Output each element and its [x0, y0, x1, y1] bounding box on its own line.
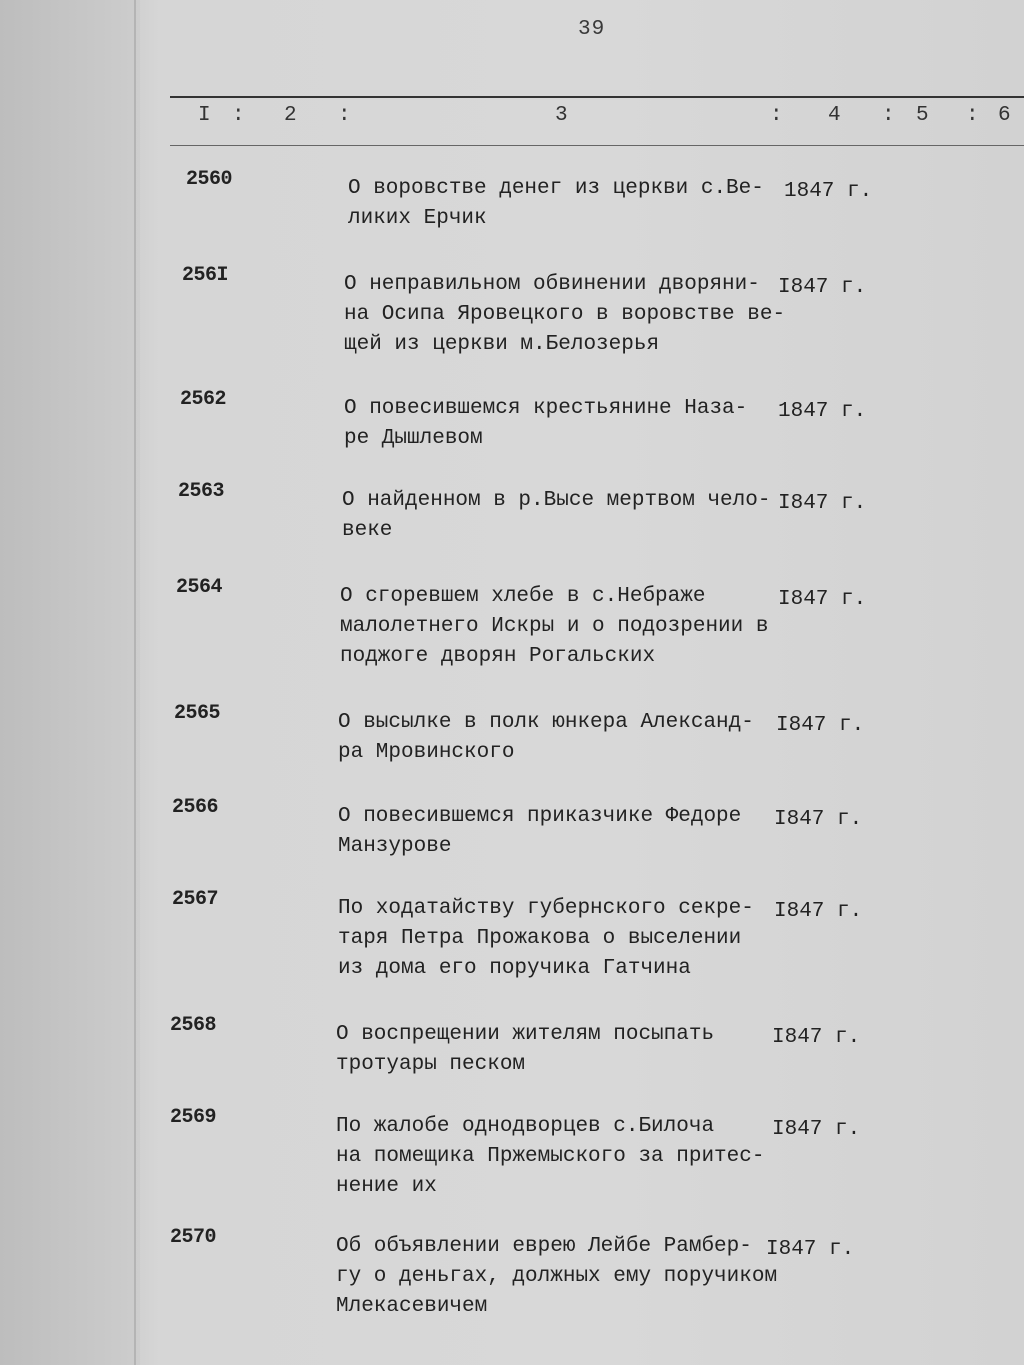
entry-title-line: Манзурове [338, 835, 452, 858]
entry-number: 2570 [170, 1226, 217, 1249]
entry-title-line: ликих Ерчик [348, 207, 487, 230]
entry-number: 2560 [186, 168, 233, 191]
entry-number: 2564 [176, 576, 223, 599]
entry-title-line: О неправильном обвинении дворяни- [344, 273, 760, 296]
entry-title-line: малолетнего Искры и о подозрении в [340, 615, 769, 638]
column-separator: : [232, 104, 245, 127]
entry-title-line: По жалобе однодворцев с.Билоча [336, 1115, 715, 1138]
entry-title-line: из дома его поручика Гатчина [338, 957, 691, 980]
entry-title-line: на помещика Пржемыского за притес- [336, 1145, 765, 1168]
column-separator: : [338, 104, 351, 127]
entry-title-line: гу о деньгах, должных ему поручиком [336, 1265, 778, 1288]
entry-number: 2563 [178, 480, 225, 503]
entry-year: 1847 г. [784, 180, 873, 203]
entry-year: I847 г. [774, 808, 863, 831]
entry-title-line: О воровстве денег из церкви с.Ве- [348, 177, 764, 200]
column-header-6: 6 [998, 104, 1011, 127]
entry-number: 2568 [170, 1014, 217, 1037]
entry-title [342, 486, 770, 546]
entry-title-line: щей из церкви м.Белозерья [344, 333, 660, 356]
page-number: 39 [578, 18, 606, 41]
entry-title [336, 1020, 714, 1080]
entry-title-line: нение их [336, 1175, 437, 1198]
entry-title [338, 894, 754, 984]
entry-title [340, 582, 768, 672]
column-separator: : [770, 104, 783, 127]
entry-year: I847 г. [778, 588, 867, 611]
entry-number: 2566 [172, 796, 219, 819]
entry-title-line: на Осипа Яровецкого в воровстве ве- [344, 303, 786, 326]
entry-title-line: О найденном в р.Высе мертвом чело- [342, 489, 771, 512]
entry-title-line: ра Мровинского [338, 741, 515, 764]
entry-title-line: О высылке в полк юнкера Александ- [338, 711, 754, 734]
entry-title [344, 394, 747, 454]
entry-title-line: ре Дышлевом [344, 427, 483, 450]
entry-title-line: Об объявлении еврею Лейбе Рамбер- [336, 1235, 752, 1258]
entry-title-line: О воспрещении жителям посыпать [336, 1023, 715, 1046]
entry-year: I847 г. [778, 276, 867, 299]
entry-title [338, 802, 741, 862]
binding-stroke [134, 0, 136, 1365]
entry-title-line: О повесившемся приказчике Федоре [338, 805, 742, 828]
column-separator: : [882, 104, 895, 127]
entry-title-line: таря Петра Прожакова о выселении [338, 927, 742, 950]
column-header-2: 2 [284, 104, 297, 127]
entry-title [344, 270, 785, 360]
entry-number: 2569 [170, 1106, 217, 1129]
entry-number: 2565 [174, 702, 221, 725]
entry-title-line: поджоге дворян Рогальских [340, 645, 656, 668]
binding-edge [0, 0, 140, 1365]
entry-title [336, 1112, 764, 1202]
column-header-5: 5 [916, 104, 929, 127]
entry-title-line: О сгоревшем хлебе в с.Небраже [340, 585, 706, 608]
entry-title-line: Млекасевичем [336, 1295, 488, 1318]
entry-year: I847 г. [772, 1026, 861, 1049]
entry-title [348, 174, 764, 234]
entry-title-line: веке [342, 519, 393, 542]
header-rule-top [170, 96, 1024, 98]
entry-number: 2567 [172, 888, 219, 911]
entry-year: 1847 г. [778, 400, 867, 423]
column-header-3: 3 [555, 104, 568, 127]
entry-title [338, 708, 754, 768]
entry-number: 2562 [180, 388, 227, 411]
entry-year: I847 г. [772, 1118, 861, 1141]
column-header-4: 4 [828, 104, 841, 127]
column-separator: : [966, 104, 979, 127]
entry-title-line: тротуары песком [336, 1053, 526, 1076]
entry-year: I847 г. [766, 1238, 855, 1261]
entry-year: I847 г. [774, 900, 863, 923]
entry-year: I847 г. [776, 714, 865, 737]
entry-title-line: О повесившемся крестьянине Наза- [344, 397, 748, 420]
entry-number: 256I [182, 264, 229, 287]
entry-title [336, 1232, 777, 1322]
column-header-1: I [198, 104, 211, 127]
header-rule-bottom [170, 145, 1024, 146]
entry-year: I847 г. [778, 492, 867, 515]
entry-title-line: По ходатайству губернского секре- [338, 897, 754, 920]
